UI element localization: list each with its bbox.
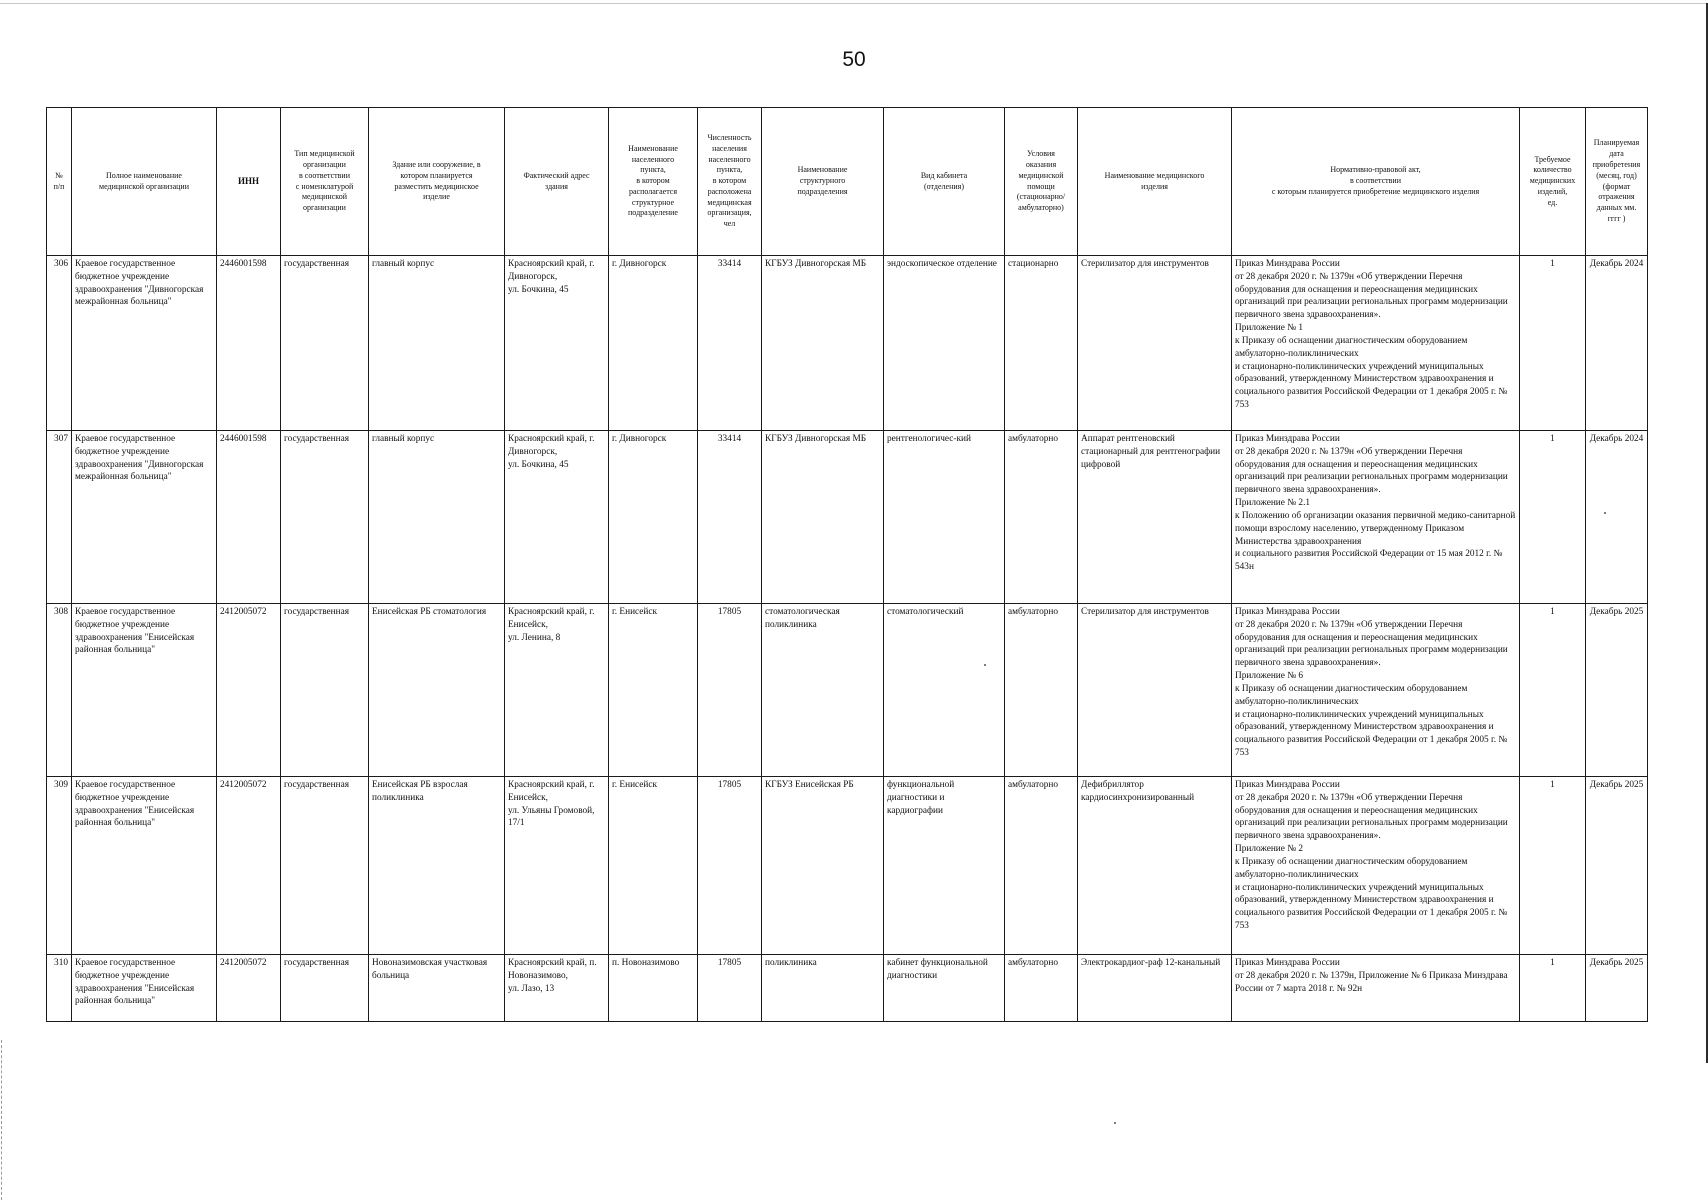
cell-device: Стерилизатор для инструментов [1078, 604, 1232, 777]
header-qty: Требуемое количество медицинских изделий, ед. [1520, 108, 1586, 256]
cell-act: Приказ Минздрава России от 28 декабря 2020 г. № 1379н «Об утверждении Перечня оборудования для оснащения и переоснащения медицинских организаций при реализации региональных программ модернизации первичного звена здравоохранения». Приложение № 2.1 к Положению об организации оказания первичной медико-санитарной помощи взрослому населению, утвержденному Приказом Министерства здравоохранения и социального развития Российской Федерации от 15 мая 2012 г. № 543н [1232, 431, 1520, 604]
cell-address: Красноярский край, г. Дивногорск, ул. Бочкина, 45 [505, 256, 609, 431]
cell-num: 309 [47, 777, 72, 955]
cell-date: Декабрь 2024 [1586, 256, 1648, 431]
cell-inn: 2412005072 [217, 604, 281, 777]
cell-date: Декабрь 2025 [1586, 777, 1648, 955]
cell-unit: КГБУЗ Дивногорская МБ [762, 256, 884, 431]
header-act: Нормативно-правовой акт, в соответствии с которым планируется приобретение медицинского изделия [1232, 108, 1520, 256]
cell-locality: г. Дивногорск [609, 431, 698, 604]
cell-building: главный корпус [369, 431, 505, 604]
cell-num: 307 [47, 431, 72, 604]
cell-locality: г. Енисейск [609, 604, 698, 777]
cell-org: Краевое государственное бюджетное учреждение здравоохранения "Енисейская районная больница" [72, 955, 217, 1022]
cell-inn: 2412005072 [217, 955, 281, 1022]
cell-act: Приказ Минздрава России от 28 декабря 2020 г. № 1379н «Об утверждении Перечня оборудования для оснащения и переоснащения медицинских организаций при реализации региональных программ модернизации первичного звена здравоохранения». Приложение № 6 к Приказу об оснащении диагностическим оборудованием амбулаторно-поликлинических и стационарно-поликлинических учреждений муниципальных образований, утвержденному Министерством здравоохранения и социального развития Российской Федерации от 1 декабря 2005 г. № 753 [1232, 604, 1520, 777]
cell-cabinet: кабинет функциональной диагностики [884, 955, 1005, 1022]
cell-locality: г. Дивногорск [609, 256, 698, 431]
cell-device: Электрокардиог-раф 12-канальный [1078, 955, 1232, 1022]
cell-org: Краевое государственное бюджетное учреждение здравоохранения "Енисейская районная больница" [72, 604, 217, 777]
header-cabinet: Вид кабинета (отделения) [884, 108, 1005, 256]
cell-address: Красноярский край, г. Енисейск, ул. Ульяны Громовой, 17/1 [505, 777, 609, 955]
cell-unit: КГБУЗ Дивногорская МБ [762, 431, 884, 604]
header-device: Наименование медицинского изделия [1078, 108, 1232, 256]
cell-care: амбулаторно [1005, 777, 1078, 955]
table-header-row [47, 108, 1648, 256]
header-locality: Наименование населенного пункта, в котором располагается структурное подразделение [609, 108, 698, 256]
cell-building: Енисейская РБ взрослая поликлиника [369, 777, 505, 955]
table-row [47, 777, 1648, 955]
cell-date: Декабрь 2025 [1586, 604, 1648, 777]
cell-qty: 1 [1520, 777, 1586, 955]
table-row [47, 431, 1648, 604]
header-num: № п/п [47, 108, 72, 256]
cell-org: Краевое государственное бюджетное учреждение здравоохранения "Дивногорская межрайонная больница" [72, 256, 217, 431]
cell-org: Краевое государственное бюджетное учреждение здравоохранения "Енисейская районная больница" [72, 777, 217, 955]
cell-population: 17805 [698, 955, 762, 1022]
cell-org-type: государственная [281, 256, 369, 431]
page-top-border [0, 3, 1708, 4]
cell-inn: 2412005072 [217, 777, 281, 955]
cell-act: Приказ Минздрава России от 28 декабря 2020 г. № 1379н, Приложение № 6 Приказа Минздрава России от 7 марта 2018 г. № 92н [1232, 955, 1520, 1022]
equipment-table [46, 107, 1648, 1022]
cell-act: Приказ Минздрава России от 28 декабря 2020 г. № 1379н «Об утверждении Перечня оборудования для оснащения и переоснащения медицинских организаций при реализации региональных программ модернизации первичного звена здравоохранения». Приложение № 1 к Приказу об оснащении диагностическим оборудованием амбулаторно-поликлинических и стационарно-поликлинических учреждений муниципальных образований, утвержденному Министерством здравоохранения и социального развития Российской Федерации от 1 декабря 2005 г. № 753 [1232, 256, 1520, 431]
cell-cabinet: эндоскопическое отделение [884, 256, 1005, 431]
cell-unit: КГБУЗ Енисейская РБ [762, 777, 884, 955]
cell-population: 33414 [698, 256, 762, 431]
cell-device: Аппарат рентгеновский стационарный для рентгенографии цифровой [1078, 431, 1232, 604]
cell-care: амбулаторно [1005, 604, 1078, 777]
table-row [47, 955, 1648, 1022]
cell-building: Новоназимовская участковая больница [369, 955, 505, 1022]
cell-qty: 1 [1520, 604, 1586, 777]
cell-date: Декабрь 2025 [1586, 955, 1648, 1022]
scan-speck [984, 664, 986, 666]
cell-population: 33414 [698, 431, 762, 604]
cell-address: Красноярский край, г. Дивногорск, ул. Бочкина, 45 [505, 431, 609, 604]
cell-act: Приказ Минздрава России от 28 декабря 2020 г. № 1379н «Об утверждении Перечня оборудования для оснащения и переоснащения медицинских организаций при реализации региональных программ модернизации первичного звена здравоохранения». Приложение № 2 к Приказу об оснащении диагностическим оборудованием амбулаторно-поликлинических и стационарно-поликлинических учреждений муниципальных образований, утвержденному Министерством здравоохранения и социального развития Российской Федерации от 1 декабря 2005 г. № 753 [1232, 777, 1520, 955]
page-left-edge [1, 1040, 2, 1200]
cell-unit: поликлиника [762, 955, 884, 1022]
cell-qty: 1 [1520, 955, 1586, 1022]
header-address: Фактический адрес здания [505, 108, 609, 256]
cell-qty: 1 [1520, 256, 1586, 431]
cell-care: амбулаторно [1005, 955, 1078, 1022]
scan-speck [1114, 1122, 1116, 1124]
cell-cabinet: стоматологический [884, 604, 1005, 777]
page-number: 50 [842, 48, 866, 71]
header-org: Полное наименование медицинской организации [72, 108, 217, 256]
cell-date: Декабрь 2024 [1586, 431, 1648, 604]
header-population: Численность населения населенного пункта, в котором расположена медицинская организация, чел [698, 108, 762, 256]
cell-address: Красноярский край, г. Енисейск, ул. Ленина, 8 [505, 604, 609, 777]
cell-cabinet: рентгенологичес-кий [884, 431, 1005, 604]
cell-cabinet: функциональной диагностики и кардиографии [884, 777, 1005, 955]
cell-org-type: государственная [281, 431, 369, 604]
cell-inn: 2446001598 [217, 431, 281, 604]
header-unit: Наименование структурного подразделения [762, 108, 884, 256]
cell-locality: п. Новоназимово [609, 955, 698, 1022]
header-inn: ИНН [217, 108, 281, 256]
cell-org-type: государственная [281, 777, 369, 955]
cell-num: 310 [47, 955, 72, 1022]
cell-unit: стоматологическая поликлиника [762, 604, 884, 777]
cell-qty: 1 [1520, 431, 1586, 604]
cell-inn: 2446001598 [217, 256, 281, 431]
cell-locality: г. Енисейск [609, 777, 698, 955]
cell-device: Дефибриллятор кардиосинхронизированный [1078, 777, 1232, 955]
header-care: Условия оказания медицинской помощи (стационарно/ амбулаторно) [1005, 108, 1078, 256]
cell-org: Краевое государственное бюджетное учреждение здравоохранения "Дивногорская межрайонная больница" [72, 431, 217, 604]
cell-building: главный корпус [369, 256, 505, 431]
cell-building: Енисейская РБ стоматология [369, 604, 505, 777]
header-date: Планируемая дата приобретения (месяц, год) (формат отражения данных мм. гггг ) [1586, 108, 1648, 256]
table-row [47, 604, 1648, 777]
cell-care: стационарно [1005, 256, 1078, 431]
cell-device: Стерилизатор для инструментов [1078, 256, 1232, 431]
cell-population: 17805 [698, 777, 762, 955]
header-org-type: Тип медицинской организации в соответствии с номенклатурой медицинской организации [281, 108, 369, 256]
cell-num: 306 [47, 256, 72, 431]
cell-org-type: государственная [281, 604, 369, 777]
cell-address: Красноярский край, п. Новоназимово, ул. Лазо, 13 [505, 955, 609, 1022]
cell-care: амбулаторно [1005, 431, 1078, 604]
cell-org-type: государственная [281, 955, 369, 1022]
scan-speck [1604, 512, 1606, 514]
header-building: Здание или сооружение, в котором планируется разместить медицинское изделие [369, 108, 505, 256]
table-row [47, 256, 1648, 431]
cell-population: 17805 [698, 604, 762, 777]
cell-num: 308 [47, 604, 72, 777]
